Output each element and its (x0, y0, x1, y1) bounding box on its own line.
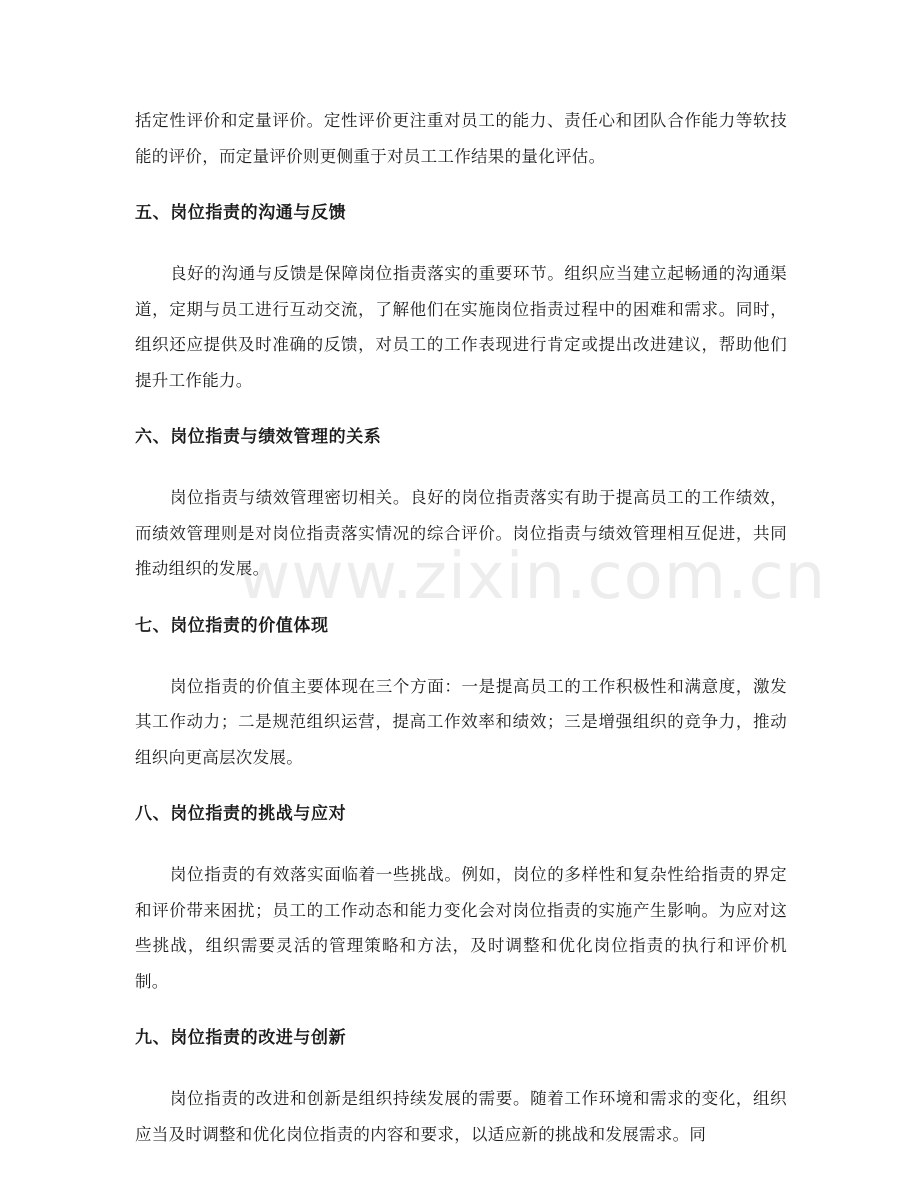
document-body (135, 103, 827, 1152)
section-paragraph-9: 岗位指责的改进和创新是组织持续发展的需要。随着工作环境和需求的变化，组织应当及时调整和优化岗位指责的内容和要求，以适应新的挑战和发展需求。同 (135, 1089, 787, 1144)
intro-paragraph: 括定性评价和定量评价。定性评价更注重对员工的能力、责任心和团队合作能力等软技能的评价，而定量评价则更侧重于对员工工作结果的量化评估。 (135, 111, 787, 166)
section-paragraph-7: 岗位指责的价值主要体现在三个方面：一是提高员工的工作积极性和满意度，激发其工作动力；二是规范组织运营，提高工作效率和绩效；三是增强组织的竞争力，推动组织向更高层次发展。 (135, 676, 787, 767)
section-heading-6: 六、岗位指责与绩效管理的关系 (135, 427, 382, 447)
section-paragraph-5: 良好的沟通与反馈是保障岗位指责落实的重要环节。组织应当建立起畅通的沟通渠道，定期与员工进行互动交流，了解他们在实施岗位指责过程中的困难和需求。同时，组织还应提供及时准确的反馈，对员工的工作表现进行肯定或提出改进建议，帮助他们提升工作能力。 (135, 264, 787, 390)
section-heading-9: 九、岗位指责的改进与创新 (135, 1028, 347, 1048)
section-paragraph-8: 岗位指责的有效落实面临着一些挑战。例如，岗位的多样性和复杂性给指责的界定和评价带来困扰；员工的工作动态和能力变化会对岗位指责的实施产生影响。为应对这些挑战，组织需要灵活的管理策略和方法，及时调整和优化岗位指责的执行和评价机制。 (135, 865, 787, 991)
section-heading-8: 八、岗位指责的挑战与应对 (135, 804, 347, 824)
section-paragraph-6: 岗位指责与绩效管理密切相关。良好的岗位指责落实有助于提高员工的工作绩效，而绩效管理则是对岗位指责落实情况的综合评价。岗位指责与绩效管理相互促进，共同推动组织的发展。 (135, 488, 787, 578)
watermark: www.zixin.com.cn (238, 540, 827, 614)
section-heading-7: 七、岗位指责的价值体现 (135, 615, 329, 636)
section-heading-5: 五、岗位指责的沟通与反馈 (135, 203, 347, 223)
